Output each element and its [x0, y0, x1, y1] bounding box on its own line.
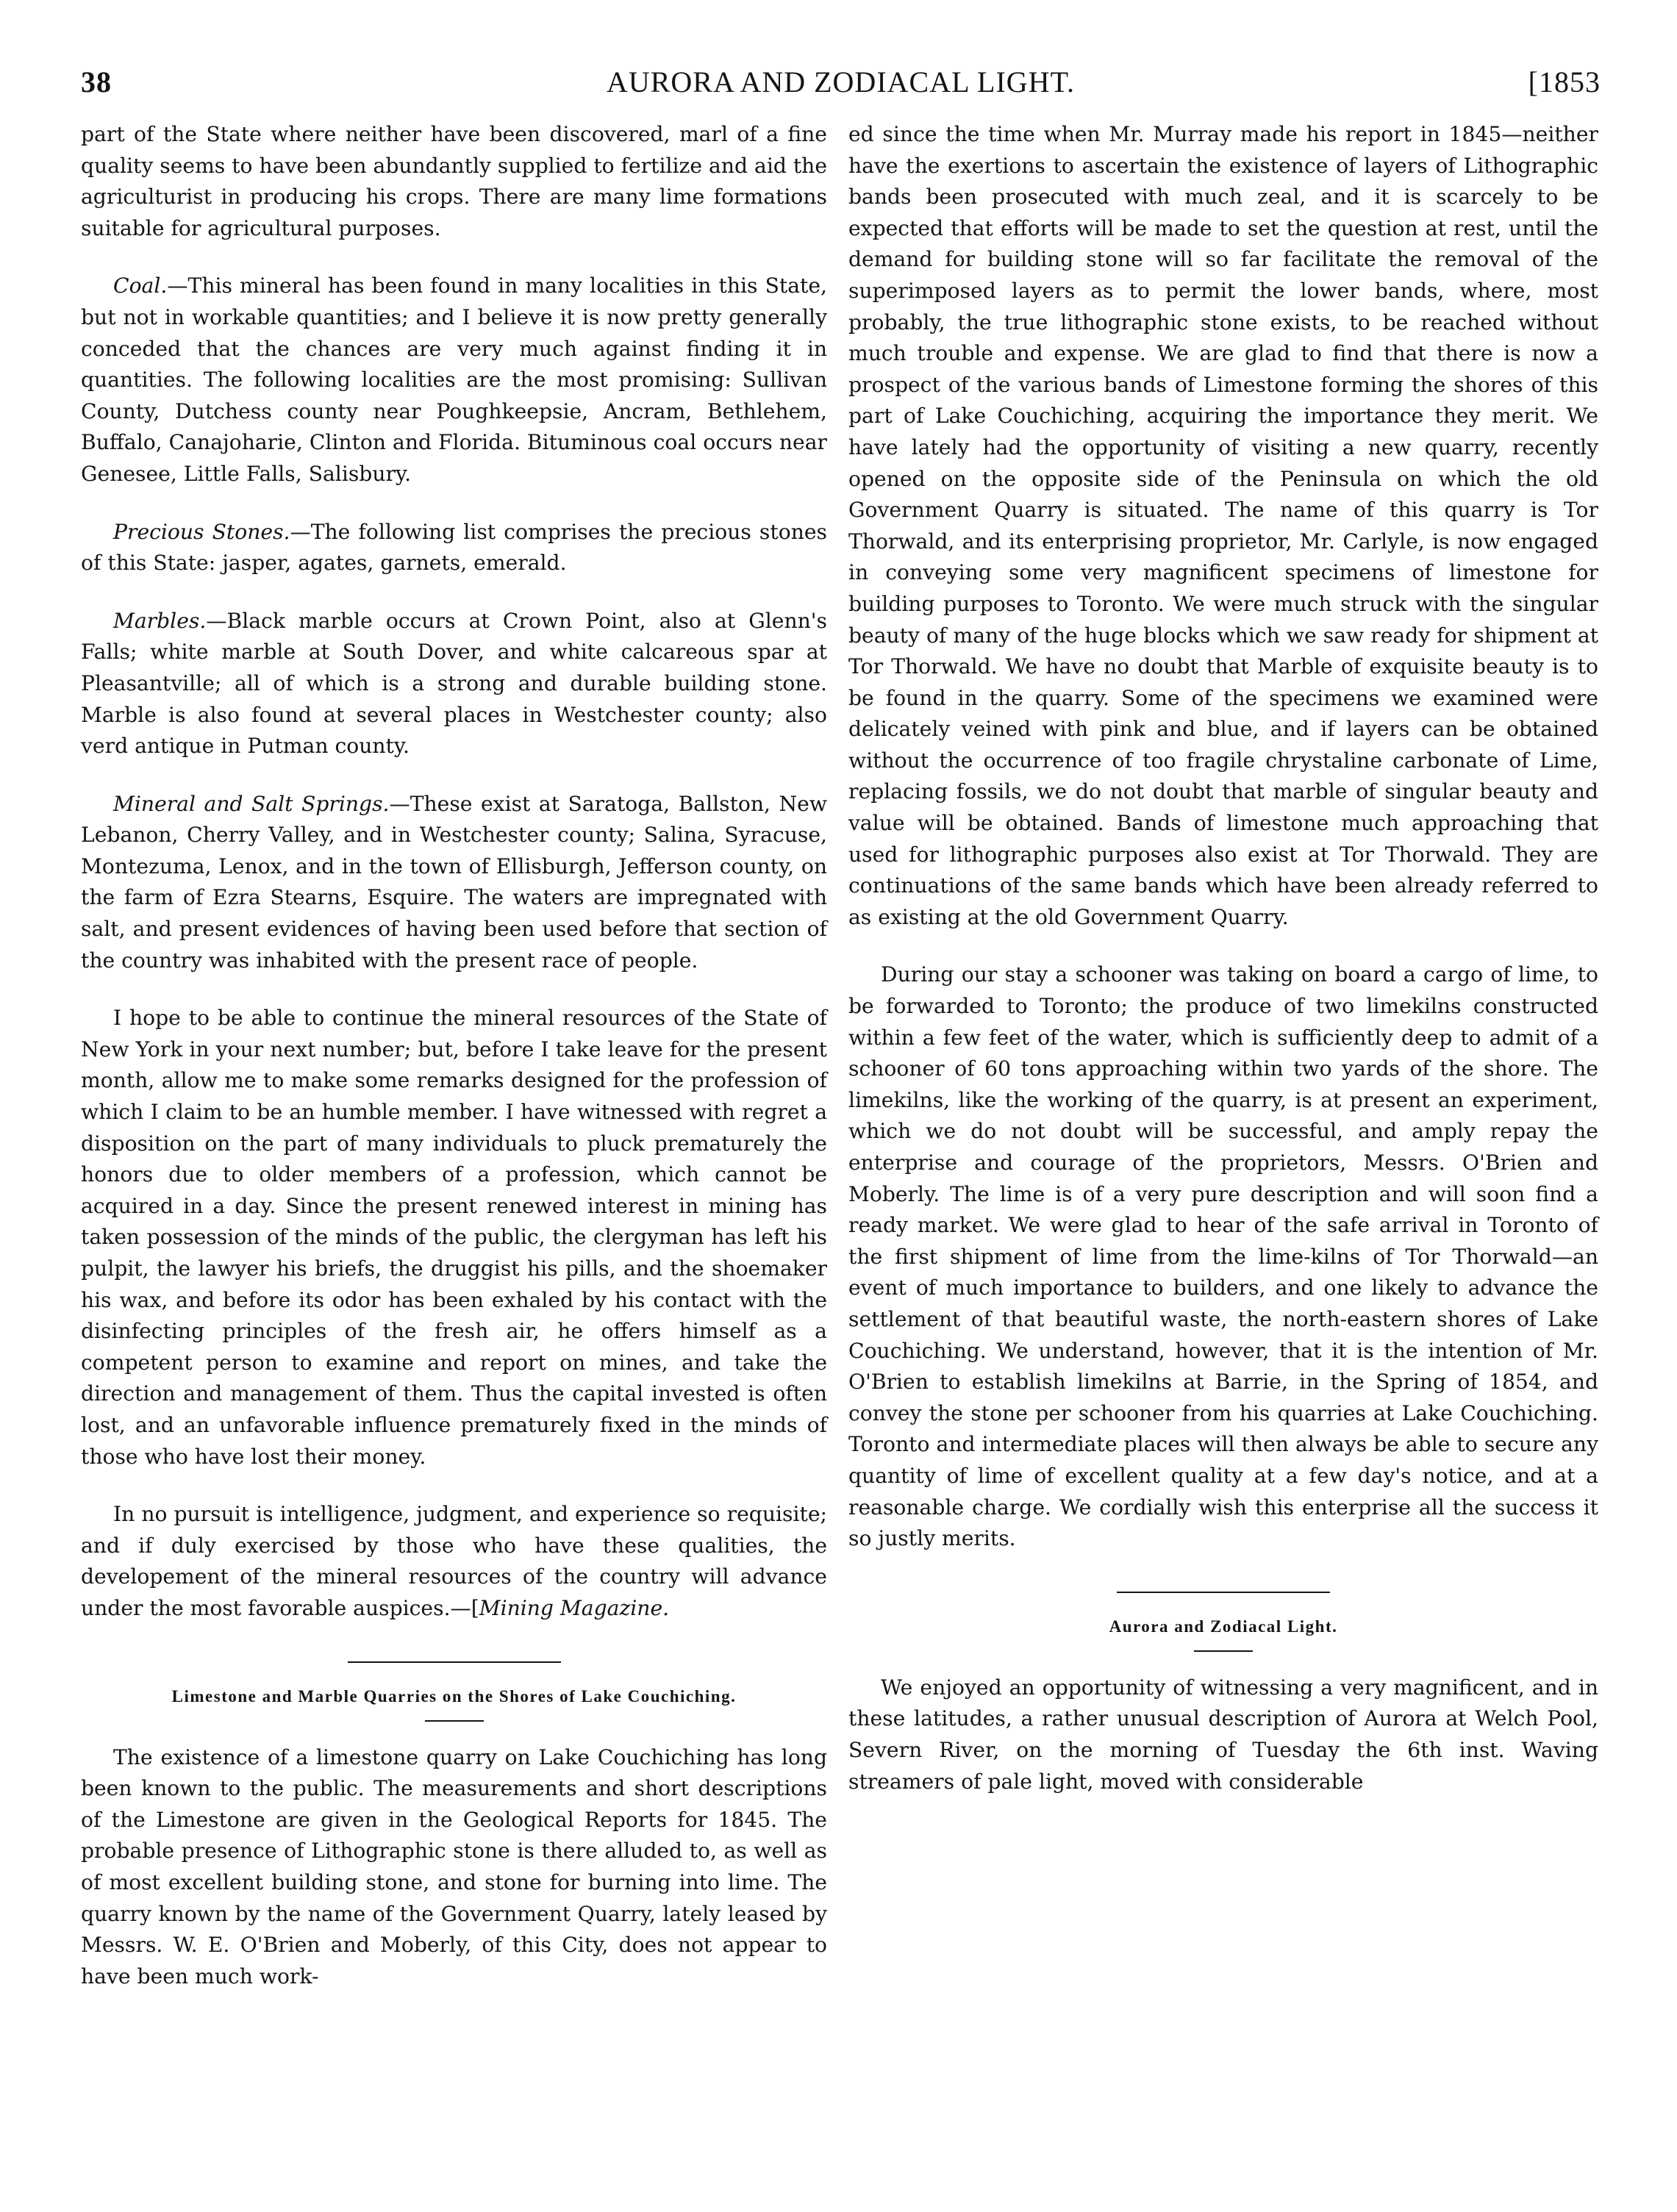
marbles-text: —Black marble occurs at Crown Point, also at Glenn's Falls; white marble at South Dover, and white calcareous spar at Pleasantville; all of which is a strong and durable building stone. Marble is also found at several places in Westchester county; also verd antique in Putman county.	[81, 608, 827, 759]
heading-limestone-quarries: Limestone and Marble Quarries on the Shores of Lake Couchiching.	[171, 1686, 737, 1705]
precious-stones-lead: Precious Stones.	[113, 519, 290, 544]
left-column	[81, 119, 827, 1992]
paragraph-aurora: We enjoyed an opportunity of witnessing a very magnificent, and in these latitudes, a rather unusual description of Aurora at Welch Pool, Severn River, on the morning of Tuesday the 6th inst. Waving streamers of pale light, moved with considerable	[848, 1675, 1598, 1794]
paragraph-coal	[81, 271, 827, 490]
page-number: 38	[81, 65, 112, 99]
heading-underline	[425, 1720, 484, 1722]
section-rule-aurora	[1117, 1592, 1330, 1593]
year-marker: [1853	[1528, 65, 1601, 99]
coal-lead: Coal.	[113, 273, 168, 298]
heading-underline-aurora	[1194, 1650, 1253, 1652]
paragraph-pursuit	[81, 1499, 827, 1624]
paragraph-schooner: During our stay a schooner was taking on board a cargo of lime, to be forwarded to Toronto; the produce of two limekilns constructed within a few feet of the water, which is sufficiently deep to admit of a schooner of 60 tons approaching within two yards of the shore. The limekilns, like the working of the quarry, is at present an experiment, which we do not doubt will be successful, and amply repay the enterprise and courage of the proprietors, Messrs. O'Brien and Moberly. The lime is of a very pure description and will soon find a ready market. We were glad to hear of the safe arrival in Toronto of the first shipment of lime from the lime-kilns of Tor Thorwald—an event of much importance to builders, and one likely to advance the settlement of that beautiful waste, the north-eastern shores of Lake Couchiching. We understand, however, that it is the intention of Mr. O'Brien to establish limekilns at Barrie, in the Spring of 1854, and convey the stone per schooner from his quarries at Lake Couchiching. Toronto and intermediate places will then always be able to secure any quantity of lime of excellent quality at a few day's notice, and at a reasonable charge. We cordially wish this enterprise all the success it so justly merits.	[848, 962, 1598, 1551]
paragraph-hope: I hope to be able to continue the mineral resources of the State of New York in your next number; but, before I take leave for the present month, allow me to make some remarks designed for the profession of which I claim to be an humble member. I have witnessed with regret a disposition on the part of many individuals to pluck prematurely the honors due to older members of a profession, which cannot be acquired in a day. Since the present renewed interest in mining has taken possession of the minds of the public, the clergyman has left his pulpit, the lawyer his briefs, the druggist his pills, and the shoemaker his wax, and before its odor has been exhaled by his contact with the disinfecting principles of the fresh air, he offers himself as a competent person to examine and report on mines, and take the direction and management of them. Thus the capital invested is often lost, and an unfavorable influence prematurely fixed in the minds of those who have lost their money.	[81, 1006, 827, 1469]
pursuit-text: In no pursuit is intelligence, judgment, and experience so requisite; and if duly exercised by those who have these qualities, the developement of the mineral resources of the country will advance under the most favorable auspices.—[	[81, 1502, 827, 1620]
paragraph-limestone-existence: The existence of a limestone quarry on Lake Couchiching has long been known to the public. The measurements and short descriptions of the Limestone are given in the Geological Reports for 1845. The probable presence of Lithographic stone is there alluded to, as well as of most excellent building stone, and stone for burning into lime. The quarry known by the name of the Government Quarry, lately leased by Messrs. W. E. O'Brien and Moberly, of this City, does not appear to have been much work-	[81, 1744, 827, 1989]
running-header	[81, 65, 1601, 109]
paragraph-continuation: ed since the time when Mr. Murray made his report in 1845—neither have the exertions to ascertain the existence of layers of Lithographic bands been prosecuted with much zeal, and it is scarcely to be expected that efforts will be made to set the question at rest, until the demand for building stone will so far facilitate the removal of the superimposed layers as to permit the lower bands, where, most probably, the true lithographic stone exists, to be reached without much trouble and expense. We are glad to find that there is now a prospect of the various bands of Limestone forming the shores of this part of Lake Couchiching, acquiring the importance they merit. We have lately had the opportunity of visiting a new quarry, recently opened on the opposite side of the Peninsula on which the old Government Quarry is situated. The name of this quarry is Tor Thorwald, and its enterprising proprietor, Mr. Carlyle, is now engaged in conveying some very magnificent specimens of limestone for building purposes to Toronto. We were much struck with the singular beauty of many of the huge blocks which we saw ready for shipment at Tor Thorwald. We have no doubt that Marble of exquisite beauty is to be found in the quarry. Some of the specimens we examined were delicately veined with pink and blue, and if layers can be obtained without the occurrence of too fragile chrystaline carbonate of Lime, replacing fossils, we do not doubt that marble of singular beauty and value will be obtained. Bands of limestone much approaching that used for lithographic purposes also exist at Tor Thorwald. They are continuations of the same bands which have been already referred to as existing at the old Government Quarry.	[848, 122, 1598, 929]
paragraph-precious-stones	[81, 517, 827, 579]
marbles-lead: Marbles.	[113, 608, 207, 633]
source-credit: Mining Magazine.	[479, 1595, 670, 1620]
springs-lead: Mineral and Salt Springs.	[113, 791, 390, 816]
running-title: AURORA AND ZODIACAL LIGHT.	[606, 65, 1076, 99]
heading-aurora: Aurora and Zodiacal Light.	[1109, 1617, 1338, 1636]
coal-text: —This mineral has been found in many localities in this State, but not in workable quantities; and I believe it is now pretty generally conceded that the chances are very much against finding it in quantities. The following localities are the most promising: Sullivan County, Dutchess county near Poughkeepsie, Ancram, Bethlehem, Buffalo, Canajoharie, Clinton and Florida. Bituminous coal occurs near Genesee, Little Falls, Salisbury.	[81, 273, 827, 486]
section-rule	[348, 1661, 561, 1663]
right-column	[848, 119, 1598, 1797]
springs-text: —These exist at Saratoga, Ballston, New Lebanon, Cherry Valley, and in Westchester county; Salina, Syracuse, Montezuma, Lenox, and in the town of Ellisburgh, Jefferson county, on the farm of Ezra Stearns, Esquire. The waters are impregnated with salt, and present evidences of having been used before that section of the country was inhabited with the present race of people.	[81, 791, 827, 973]
precious-stones-text: —The following list comprises the precious stones of this State: jasper, agates, garnets, emerald.	[81, 519, 827, 576]
paragraph-marbles	[81, 606, 827, 762]
paragraph-springs	[81, 789, 827, 977]
paragraph-intro: part of the State where neither have been discovered, marl of a fine quality seems to have been abundantly supplied to fertilize and aid the agriculturist in producing his crops. There are many lime formations suitable for agricultural purposes.	[81, 122, 827, 240]
